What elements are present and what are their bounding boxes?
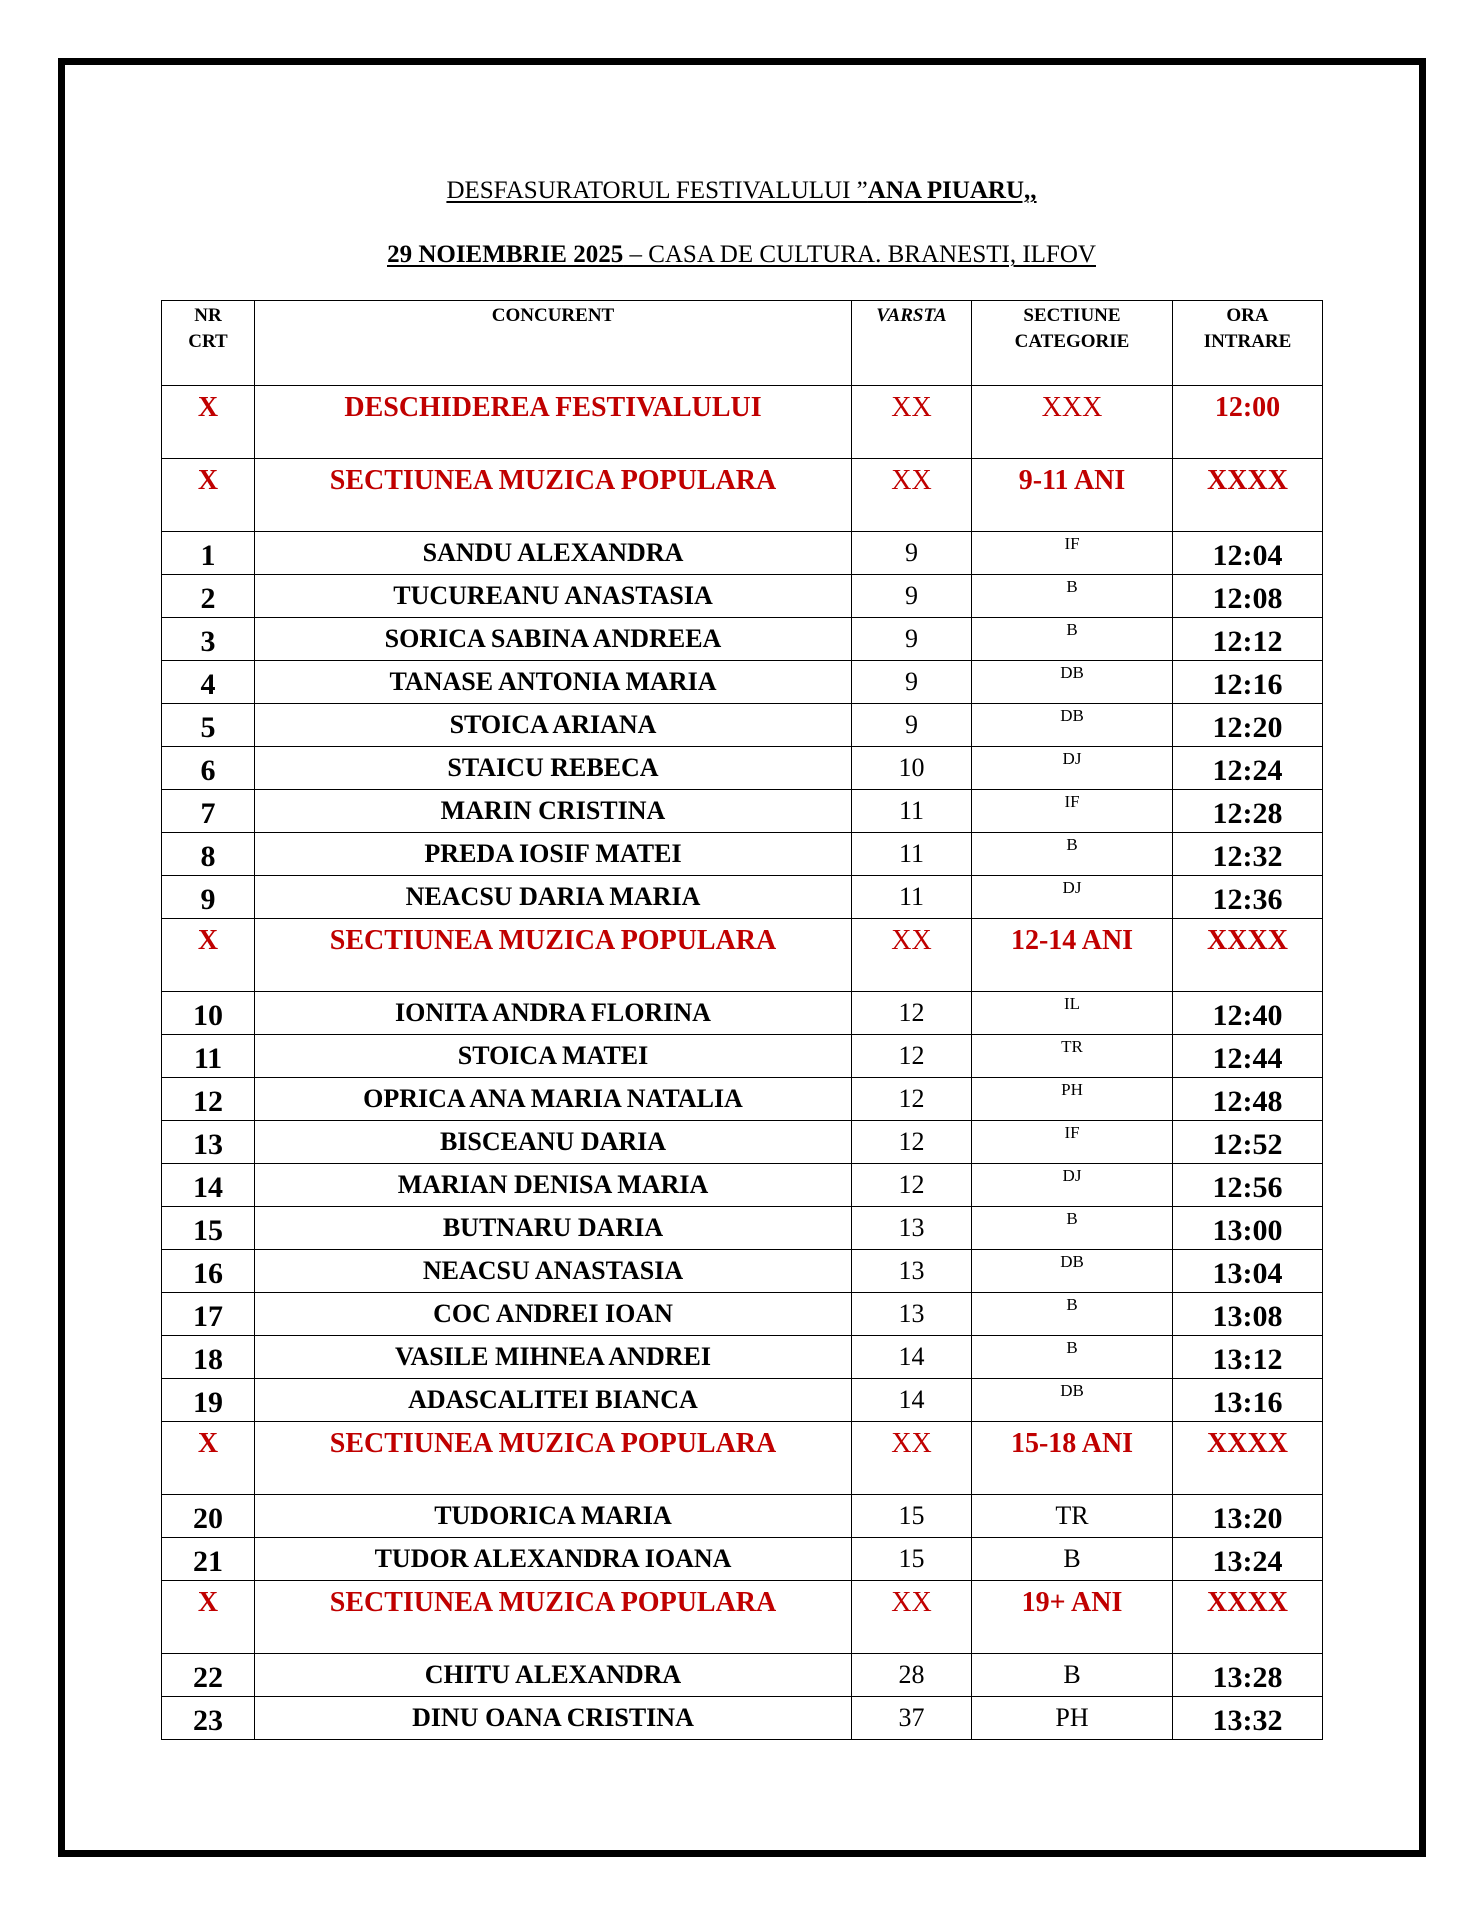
row-nr: 9 — [162, 876, 255, 919]
table-row — [162, 1538, 1323, 1581]
row-name: TUDOR ALEXANDRA IOANA — [255, 1538, 852, 1581]
row-name: DESCHIDEREA FESTIVALULUI — [255, 386, 852, 459]
row-nr: 8 — [162, 833, 255, 876]
row-time: 12:08 — [1173, 575, 1323, 618]
row-category: IL — [972, 992, 1173, 1035]
row-time: 12:16 — [1173, 661, 1323, 704]
row-age: XX — [852, 1422, 972, 1495]
table-row — [162, 747, 1323, 790]
row-name: SANDU ALEXANDRA — [255, 532, 852, 575]
row-category: B — [972, 833, 1173, 876]
row-nr: 12 — [162, 1078, 255, 1121]
section-header-row — [162, 459, 1323, 532]
row-time: 12:36 — [1173, 876, 1323, 919]
row-name: BUTNARU DARIA — [255, 1207, 852, 1250]
row-category: 19+ ANI — [972, 1581, 1173, 1654]
row-age: 9 — [852, 532, 972, 575]
row-category: PH — [972, 1078, 1173, 1121]
row-time: 12:40 — [1173, 992, 1323, 1035]
row-age: 12 — [852, 1121, 972, 1164]
row-category: 15-18 ANI — [972, 1422, 1173, 1495]
row-age: 15 — [852, 1538, 972, 1581]
table-row — [162, 575, 1323, 618]
row-nr: X — [162, 459, 255, 532]
row-age: 13 — [852, 1293, 972, 1336]
row-nr: 10 — [162, 992, 255, 1035]
row-age: 12 — [852, 1164, 972, 1207]
row-nr: X — [162, 1581, 255, 1654]
row-name: SECTIUNEA MUZICA POPULARA — [255, 459, 852, 532]
row-category: DB — [972, 661, 1173, 704]
table-row — [162, 1495, 1323, 1538]
row-nr: X — [162, 919, 255, 992]
row-category: XXX — [972, 386, 1173, 459]
row-nr: 11 — [162, 1035, 255, 1078]
row-time: XXXX — [1173, 1422, 1323, 1495]
row-name: PREDA IOSIF MATEI — [255, 833, 852, 876]
table-row — [162, 1078, 1323, 1121]
row-category: TR — [972, 1035, 1173, 1078]
row-time: 12:12 — [1173, 618, 1323, 661]
header-ora-intrare: ORA INTRARE — [1173, 301, 1323, 386]
table-row — [162, 1336, 1323, 1379]
row-nr: 3 — [162, 618, 255, 661]
row-age: 28 — [852, 1654, 972, 1697]
table-row — [162, 1379, 1323, 1422]
row-age: 12 — [852, 1078, 972, 1121]
row-nr: 7 — [162, 790, 255, 833]
row-time: 12:24 — [1173, 747, 1323, 790]
row-category: B — [972, 1654, 1173, 1697]
row-name: SECTIUNEA MUZICA POPULARA — [255, 1422, 852, 1495]
row-category: IF — [972, 1121, 1173, 1164]
header-sectiune-categorie: SECTIUNE CATEGORIE — [972, 301, 1173, 386]
row-time: 12:44 — [1173, 1035, 1323, 1078]
row-nr: 15 — [162, 1207, 255, 1250]
row-nr: 20 — [162, 1495, 255, 1538]
row-name: STOICA ARIANA — [255, 704, 852, 747]
row-category: 12-14 ANI — [972, 919, 1173, 992]
document-subtitle — [0, 240, 1483, 270]
row-category: DJ — [972, 747, 1173, 790]
row-nr: 21 — [162, 1538, 255, 1581]
table-row — [162, 1293, 1323, 1336]
row-age: XX — [852, 386, 972, 459]
row-time: 13:12 — [1173, 1336, 1323, 1379]
row-category: DB — [972, 1379, 1173, 1422]
row-time: 12:32 — [1173, 833, 1323, 876]
row-nr: X — [162, 1422, 255, 1495]
table-row — [162, 790, 1323, 833]
row-category: PH — [972, 1697, 1173, 1740]
row-category: B — [972, 1336, 1173, 1379]
schedule-table — [161, 300, 1323, 1740]
row-name: ADASCALITEI BIANCA — [255, 1379, 852, 1422]
row-nr: X — [162, 386, 255, 459]
header-nr-crt: NR CRT — [162, 301, 255, 386]
row-name: SORICA SABINA ANDREEA — [255, 618, 852, 661]
row-nr: 1 — [162, 532, 255, 575]
opening-row — [162, 386, 1323, 459]
table-row — [162, 704, 1323, 747]
row-name: COC ANDREI IOAN — [255, 1293, 852, 1336]
row-time: 13:04 — [1173, 1250, 1323, 1293]
row-name: SECTIUNEA MUZICA POPULARA — [255, 919, 852, 992]
row-time: 13:20 — [1173, 1495, 1323, 1538]
row-age: 37 — [852, 1697, 972, 1740]
table-row — [162, 1654, 1323, 1697]
row-time: 12:20 — [1173, 704, 1323, 747]
table-row — [162, 1697, 1323, 1740]
row-category: TR — [972, 1495, 1173, 1538]
header-varsta: VARSTA — [852, 301, 972, 386]
row-name: STOICA MATEI — [255, 1035, 852, 1078]
table-row — [162, 661, 1323, 704]
row-name: MARIAN DENISA MARIA — [255, 1164, 852, 1207]
row-name: DINU OANA CRISTINA — [255, 1697, 852, 1740]
row-age: 11 — [852, 833, 972, 876]
event-date: 29 NOIEMBRIE 2025 — [387, 241, 624, 268]
table-row — [162, 876, 1323, 919]
row-age: 13 — [852, 1207, 972, 1250]
row-time: XXXX — [1173, 459, 1323, 532]
row-time: 12:28 — [1173, 790, 1323, 833]
row-nr: 19 — [162, 1379, 255, 1422]
row-nr: 13 — [162, 1121, 255, 1164]
row-age: 11 — [852, 876, 972, 919]
row-nr: 14 — [162, 1164, 255, 1207]
row-category: B — [972, 1293, 1173, 1336]
title-prefix: DESFASURATORUL FESTIVALULUI ” — [446, 177, 868, 204]
row-time: 13:28 — [1173, 1654, 1323, 1697]
row-age: 12 — [852, 992, 972, 1035]
row-name: CHITU ALEXANDRA — [255, 1654, 852, 1697]
row-time: 12:48 — [1173, 1078, 1323, 1121]
row-age: 12 — [852, 1035, 972, 1078]
row-category: 9-11 ANI — [972, 459, 1173, 532]
row-nr: 6 — [162, 747, 255, 790]
row-nr: 5 — [162, 704, 255, 747]
row-time: 12:56 — [1173, 1164, 1323, 1207]
row-category: IF — [972, 532, 1173, 575]
section-header-row — [162, 1422, 1323, 1495]
row-name: NEACSU DARIA MARIA — [255, 876, 852, 919]
row-time: 13:00 — [1173, 1207, 1323, 1250]
row-age: XX — [852, 459, 972, 532]
row-nr: 16 — [162, 1250, 255, 1293]
row-age: 13 — [852, 1250, 972, 1293]
row-category: IF — [972, 790, 1173, 833]
row-age: 10 — [852, 747, 972, 790]
row-age: 9 — [852, 575, 972, 618]
row-nr: 22 — [162, 1654, 255, 1697]
table-row — [162, 1121, 1323, 1164]
row-age: 9 — [852, 704, 972, 747]
header-concurent: CONCURENT — [255, 301, 852, 386]
row-category: B — [972, 1207, 1173, 1250]
row-name: BISCEANU DARIA — [255, 1121, 852, 1164]
row-category: DB — [972, 1250, 1173, 1293]
table-row — [162, 1164, 1323, 1207]
row-name: MARIN CRISTINA — [255, 790, 852, 833]
row-age: XX — [852, 919, 972, 992]
table-row — [162, 532, 1323, 575]
row-time: XXXX — [1173, 1581, 1323, 1654]
row-nr: 23 — [162, 1697, 255, 1740]
row-name: STAICU REBECA — [255, 747, 852, 790]
row-age: 14 — [852, 1379, 972, 1422]
row-category: DJ — [972, 876, 1173, 919]
row-time: 13:08 — [1173, 1293, 1323, 1336]
row-time: 12:04 — [1173, 532, 1323, 575]
row-category: B — [972, 1538, 1173, 1581]
row-name: SECTIUNEA MUZICA POPULARA — [255, 1581, 852, 1654]
festival-name: ANA PIUARU,, — [867, 177, 1037, 204]
table-row — [162, 1207, 1323, 1250]
row-time: 12:52 — [1173, 1121, 1323, 1164]
row-time: 12:00 — [1173, 386, 1323, 459]
row-time: 13:32 — [1173, 1697, 1323, 1740]
table-header-row — [162, 301, 1323, 386]
row-age: 15 — [852, 1495, 972, 1538]
section-header-row — [162, 919, 1323, 992]
row-time: 13:24 — [1173, 1538, 1323, 1581]
row-name: IONITA ANDRA FLORINA — [255, 992, 852, 1035]
row-age: 9 — [852, 618, 972, 661]
row-name: VASILE MIHNEA ANDREI — [255, 1336, 852, 1379]
row-category: B — [972, 618, 1173, 661]
row-nr: 2 — [162, 575, 255, 618]
row-nr: 17 — [162, 1293, 255, 1336]
row-name: TANASE ANTONIA MARIA — [255, 661, 852, 704]
section-header-row — [162, 1581, 1323, 1654]
row-age: 9 — [852, 661, 972, 704]
table-row — [162, 618, 1323, 661]
row-age: 11 — [852, 790, 972, 833]
row-age: 14 — [852, 1336, 972, 1379]
row-name: OPRICA ANA MARIA NATALIA — [255, 1078, 852, 1121]
event-venue: – CASA DE CULTURA. BRANESTI, ILFOV — [623, 241, 1096, 268]
row-time: XXXX — [1173, 919, 1323, 992]
table-row — [162, 833, 1323, 876]
row-name: NEACSU ANASTASIA — [255, 1250, 852, 1293]
row-nr: 4 — [162, 661, 255, 704]
row-category: DB — [972, 704, 1173, 747]
row-time: 13:16 — [1173, 1379, 1323, 1422]
row-age: XX — [852, 1581, 972, 1654]
row-name: TUDORICA MARIA — [255, 1495, 852, 1538]
table-row — [162, 1250, 1323, 1293]
row-nr: 18 — [162, 1336, 255, 1379]
table-row — [162, 992, 1323, 1035]
row-name: TUCUREANU ANASTASIA — [255, 575, 852, 618]
row-category: DJ — [972, 1164, 1173, 1207]
row-category: B — [972, 575, 1173, 618]
table-row — [162, 1035, 1323, 1078]
document-title — [0, 176, 1483, 206]
